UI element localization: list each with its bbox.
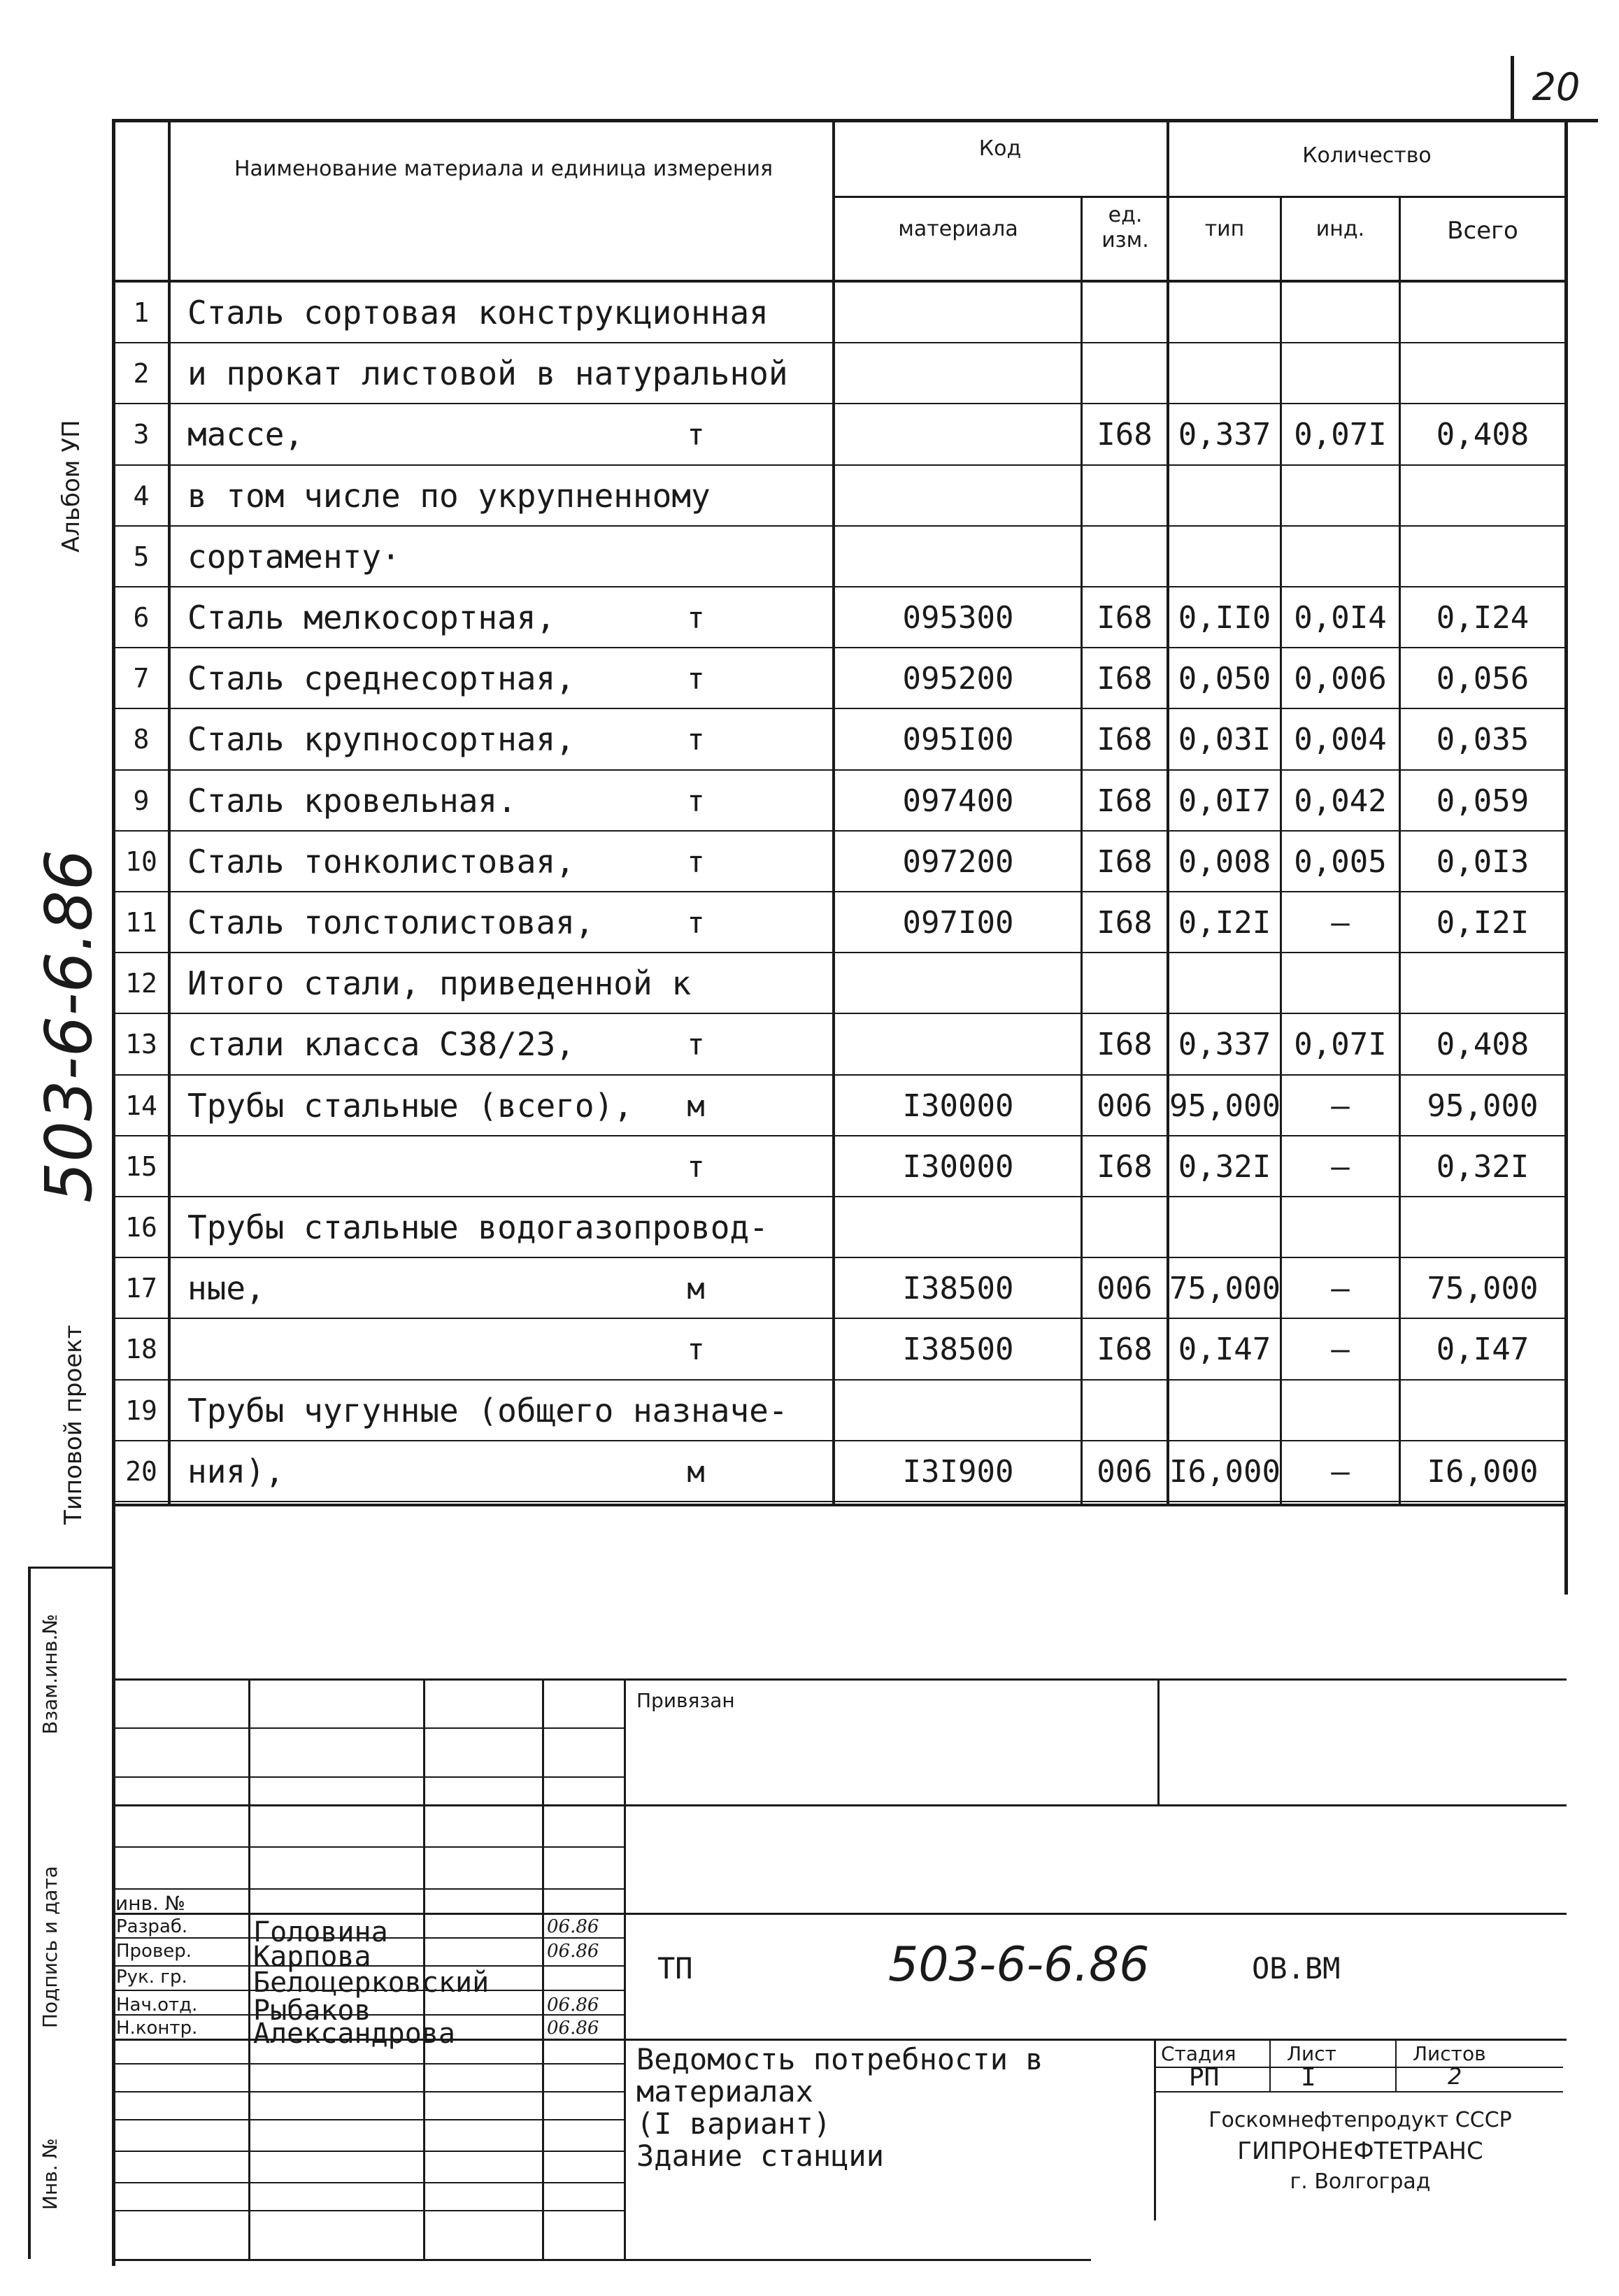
qty-ind: — bbox=[1331, 1271, 1350, 1307]
role-name: Головина bbox=[253, 1916, 388, 1948]
unit-code: 006 bbox=[1097, 1453, 1153, 1490]
qty-type: 75,000 bbox=[1169, 1271, 1281, 1307]
attached-label: Привязан bbox=[636, 1689, 735, 1712]
material-name: Сталь тонколистовая, bbox=[187, 842, 575, 880]
qty-ind: 0,07I bbox=[1294, 417, 1387, 453]
qty-total: 0,32I bbox=[1436, 1148, 1529, 1185]
qty-type: 0,32I bbox=[1178, 1148, 1271, 1185]
unit: т bbox=[687, 662, 705, 697]
material-code: 097I00 bbox=[902, 905, 1014, 941]
sheet-label: Лист bbox=[1287, 2042, 1336, 2065]
role-name: Карпова bbox=[253, 1941, 371, 1973]
material-code: I3I900 bbox=[902, 1453, 1014, 1490]
row-number: 19 bbox=[125, 1395, 157, 1426]
qty-type: 0,II0 bbox=[1178, 600, 1271, 636]
unit: т bbox=[687, 906, 705, 940]
qty-type: 0,008 bbox=[1178, 843, 1271, 880]
header-code: Код bbox=[978, 136, 1022, 161]
role-date: 06.86 bbox=[547, 2018, 599, 2039]
unit-code: I68 bbox=[1097, 1332, 1153, 1368]
material-code: I38500 bbox=[902, 1332, 1014, 1368]
material-name: Трубы стальные (всего), bbox=[187, 1086, 633, 1125]
row-number: 18 bbox=[125, 1334, 157, 1365]
material-name: Трубы стальные водогазопровод- bbox=[187, 1208, 769, 1246]
unit-code: I68 bbox=[1097, 843, 1153, 880]
material-name: массе, bbox=[187, 415, 304, 454]
table-row bbox=[0, 1381, 1619, 1441]
material-name: Сталь кровельная. bbox=[187, 781, 517, 820]
unit: т bbox=[687, 844, 705, 879]
typical-project-label: Типовой проект bbox=[59, 1325, 87, 1525]
qty-ind: — bbox=[1331, 1148, 1350, 1185]
material-name: ные, bbox=[187, 1269, 265, 1308]
qty-type: 0,337 bbox=[1178, 417, 1271, 453]
table-row bbox=[0, 1014, 1619, 1075]
qty-type: 0,337 bbox=[1178, 1027, 1271, 1063]
doc-title bbox=[636, 2044, 1043, 2172]
unit: т bbox=[687, 1332, 705, 1367]
qty-ind: 0,004 bbox=[1294, 722, 1387, 758]
role-label: Нач.отд. bbox=[116, 1995, 198, 2016]
unit-code: 006 bbox=[1097, 1271, 1153, 1307]
doc-title-line-4: Здание станции bbox=[636, 2139, 885, 2173]
header-qty-total: Всего bbox=[1447, 217, 1518, 245]
org-line-1: Госкомнефтепродукт СССР bbox=[1208, 2108, 1512, 2132]
table-row bbox=[0, 1136, 1619, 1197]
qty-ind: 0,07I bbox=[1294, 1027, 1387, 1063]
ref-inv-label: Взам.инв.№ bbox=[38, 1613, 62, 1734]
unit-code: I68 bbox=[1097, 722, 1153, 758]
row-number: 3 bbox=[133, 419, 150, 450]
unit-code: I68 bbox=[1097, 905, 1153, 941]
material-name: стали класса С38/23, bbox=[187, 1025, 575, 1064]
unit-code: I68 bbox=[1097, 783, 1153, 819]
role-date: 06.86 bbox=[547, 1995, 599, 2016]
sheet-value: I bbox=[1301, 2063, 1316, 2092]
qty-total: 0,I47 bbox=[1436, 1332, 1529, 1368]
qty-type: 0,03I bbox=[1178, 722, 1271, 758]
row-number: 17 bbox=[125, 1273, 157, 1304]
row-number: 2 bbox=[133, 358, 150, 390]
qty-ind: — bbox=[1331, 1453, 1350, 1490]
qty-type: 95,000 bbox=[1169, 1088, 1281, 1124]
stage-label: Стадия bbox=[1161, 2042, 1236, 2065]
qty-total: 0,I24 bbox=[1436, 600, 1529, 636]
qty-ind: — bbox=[1331, 1332, 1350, 1368]
inv-no-label: Инв. № bbox=[38, 2138, 62, 2210]
material-name: Сталь толстолистовая, bbox=[187, 904, 594, 941]
qty-total: 0,408 bbox=[1436, 1027, 1529, 1063]
header-code-material: материала bbox=[898, 217, 1018, 241]
qty-ind: — bbox=[1331, 905, 1350, 941]
tp-label: ТП bbox=[657, 1951, 693, 1985]
qty-type: 0,0I7 bbox=[1178, 783, 1271, 819]
role-name: Белоцерковский bbox=[253, 1967, 490, 1999]
material-name: сортаменту· bbox=[187, 537, 401, 576]
unit: м bbox=[687, 1271, 705, 1306]
unit-code: I68 bbox=[1097, 417, 1153, 453]
qty-type: 0,I47 bbox=[1178, 1332, 1271, 1368]
album-label: Альбом УП bbox=[57, 420, 85, 552]
table-row bbox=[0, 771, 1619, 832]
organization bbox=[1157, 2105, 1563, 2197]
material-code: I38500 bbox=[902, 1271, 1014, 1307]
qty-total: I6,000 bbox=[1427, 1453, 1539, 1490]
material-code: 095200 bbox=[902, 661, 1014, 697]
table-row bbox=[0, 1258, 1619, 1319]
unit: т bbox=[687, 722, 705, 757]
table-row bbox=[0, 343, 1619, 404]
qty-total: 0,056 bbox=[1436, 661, 1529, 697]
material-name: Сталь крупносортная, bbox=[187, 720, 575, 759]
role-label: Провер. bbox=[116, 1941, 192, 1962]
role-label: Рук. гр. bbox=[116, 1967, 187, 1988]
qty-type: 0,050 bbox=[1178, 661, 1271, 697]
row-number: 15 bbox=[125, 1150, 157, 1182]
side-doc-code: 503-6-6.86 bbox=[31, 849, 106, 1203]
row-number: 10 bbox=[125, 846, 157, 877]
doc-title-line-2: материалах bbox=[636, 2074, 813, 2109]
table-row bbox=[0, 283, 1619, 343]
table-row bbox=[0, 1441, 1619, 1502]
header-qty: Количество bbox=[1302, 143, 1432, 168]
material-code: 097400 bbox=[902, 783, 1014, 819]
qty-ind: 0,042 bbox=[1294, 783, 1387, 819]
material-name: Сталь среднесортная, bbox=[187, 659, 575, 698]
material-code: I30000 bbox=[902, 1088, 1014, 1124]
material-code: 097200 bbox=[902, 843, 1014, 880]
org-line-2: ГИПРОНЕФТЕТРАНС bbox=[1237, 2137, 1483, 2165]
qty-total: 0,059 bbox=[1436, 783, 1529, 819]
qty-ind: 0,0I4 bbox=[1294, 600, 1387, 636]
row-number: 12 bbox=[125, 968, 157, 999]
row-number: 14 bbox=[125, 1090, 157, 1121]
role-label: Разраб. bbox=[116, 1916, 188, 1937]
qty-ind: 0,005 bbox=[1294, 843, 1387, 880]
sheets-label: Листов bbox=[1413, 2042, 1486, 2065]
qty-ind: 0,006 bbox=[1294, 661, 1387, 697]
role-name: Александрова bbox=[253, 2018, 455, 2050]
header-qty-type: тип bbox=[1204, 217, 1245, 241]
header-qty-ind: инд. bbox=[1315, 217, 1365, 241]
unit: м bbox=[687, 1088, 705, 1123]
unit: т bbox=[687, 1149, 705, 1184]
qty-total: 75,000 bbox=[1427, 1271, 1539, 1307]
qty-total: 0,035 bbox=[1436, 722, 1529, 758]
table-row bbox=[0, 404, 1619, 465]
unit-code: I68 bbox=[1097, 1027, 1153, 1063]
material-name: ния), bbox=[187, 1452, 285, 1490]
qty-total: 0,408 bbox=[1436, 417, 1529, 453]
unit-code: I68 bbox=[1097, 661, 1153, 697]
row-number: 7 bbox=[133, 663, 150, 694]
role-date: 06.86 bbox=[547, 1941, 599, 1962]
table-row bbox=[0, 832, 1619, 892]
table-row bbox=[0, 527, 1619, 587]
role-label: Н.контр. bbox=[116, 2018, 198, 2039]
org-line-3: г. Волгоград bbox=[1290, 2169, 1431, 2194]
doc-title-line-1: Ведомость потребности в bbox=[636, 2042, 1043, 2076]
sheets-value: 2 bbox=[1448, 2063, 1462, 2090]
material-name: Сталь мелкосортная, bbox=[187, 599, 556, 636]
unit: т bbox=[687, 418, 705, 452]
qty-total: 0,0I3 bbox=[1436, 843, 1529, 880]
row-number: 6 bbox=[133, 602, 150, 633]
row-number: 1 bbox=[133, 297, 150, 328]
unit-code: I68 bbox=[1097, 1148, 1153, 1185]
table-row bbox=[0, 648, 1619, 709]
table-row bbox=[0, 709, 1619, 770]
material-name: Сталь сортовая конструкционная bbox=[187, 294, 769, 331]
material-code: 095300 bbox=[902, 600, 1014, 636]
header-code-unit: ед. изм. bbox=[1101, 203, 1149, 252]
sign-date-label: Подпись и дата bbox=[38, 1866, 62, 2028]
material-name: Итого стали, приведенной к bbox=[187, 964, 692, 1003]
unit: м bbox=[687, 1454, 705, 1489]
page-number: 20 bbox=[1511, 56, 1598, 122]
table-row bbox=[0, 1319, 1619, 1380]
stage-value: РП bbox=[1189, 2063, 1220, 2092]
row-number: 8 bbox=[133, 724, 150, 755]
header-name: Наименование материала и единица измерения bbox=[234, 157, 773, 181]
role-date: 06.86 bbox=[547, 1916, 599, 1937]
material-name: в том числе по укрупненному bbox=[187, 476, 711, 515]
qty-total: 95,000 bbox=[1427, 1088, 1539, 1124]
material-name: Трубы чугунные (общего назначе- bbox=[187, 1391, 788, 1429]
unit: т bbox=[687, 1027, 705, 1062]
table-row bbox=[0, 1197, 1619, 1258]
unit-code: 006 bbox=[1097, 1088, 1153, 1124]
row-number: 13 bbox=[125, 1029, 157, 1060]
material-code: 095I00 bbox=[902, 722, 1014, 758]
material-code: I30000 bbox=[902, 1148, 1014, 1185]
row-number: 4 bbox=[133, 480, 150, 511]
inv-label: инв. № bbox=[115, 1892, 185, 1915]
material-name: и прокат листовой в натуральной bbox=[187, 355, 788, 393]
qty-type: 0,I2I bbox=[1178, 905, 1271, 941]
row-number: 5 bbox=[133, 541, 150, 572]
row-number: 16 bbox=[125, 1212, 157, 1243]
table-row bbox=[0, 587, 1619, 648]
qty-ind: — bbox=[1331, 1088, 1350, 1124]
qty-type: I6,000 bbox=[1169, 1453, 1281, 1490]
unit: т bbox=[687, 783, 705, 818]
table-row bbox=[0, 953, 1619, 1014]
unit: т bbox=[687, 601, 705, 635]
table-row bbox=[0, 466, 1619, 527]
role-name: Рыбаков bbox=[253, 1995, 371, 2027]
doc-number: 503-6-6.86 bbox=[888, 1937, 1150, 1992]
table-row bbox=[0, 1076, 1619, 1136]
row-number: 9 bbox=[133, 785, 150, 816]
doc-title-line-3: (I вариант) bbox=[636, 2106, 832, 2141]
doc-mark: ОВ.ВМ bbox=[1252, 1951, 1341, 1985]
row-number: 11 bbox=[125, 907, 157, 938]
unit-code: I68 bbox=[1097, 600, 1153, 636]
qty-total: 0,I2I bbox=[1436, 905, 1529, 941]
row-number: 20 bbox=[125, 1455, 157, 1487]
table-row bbox=[0, 892, 1619, 953]
